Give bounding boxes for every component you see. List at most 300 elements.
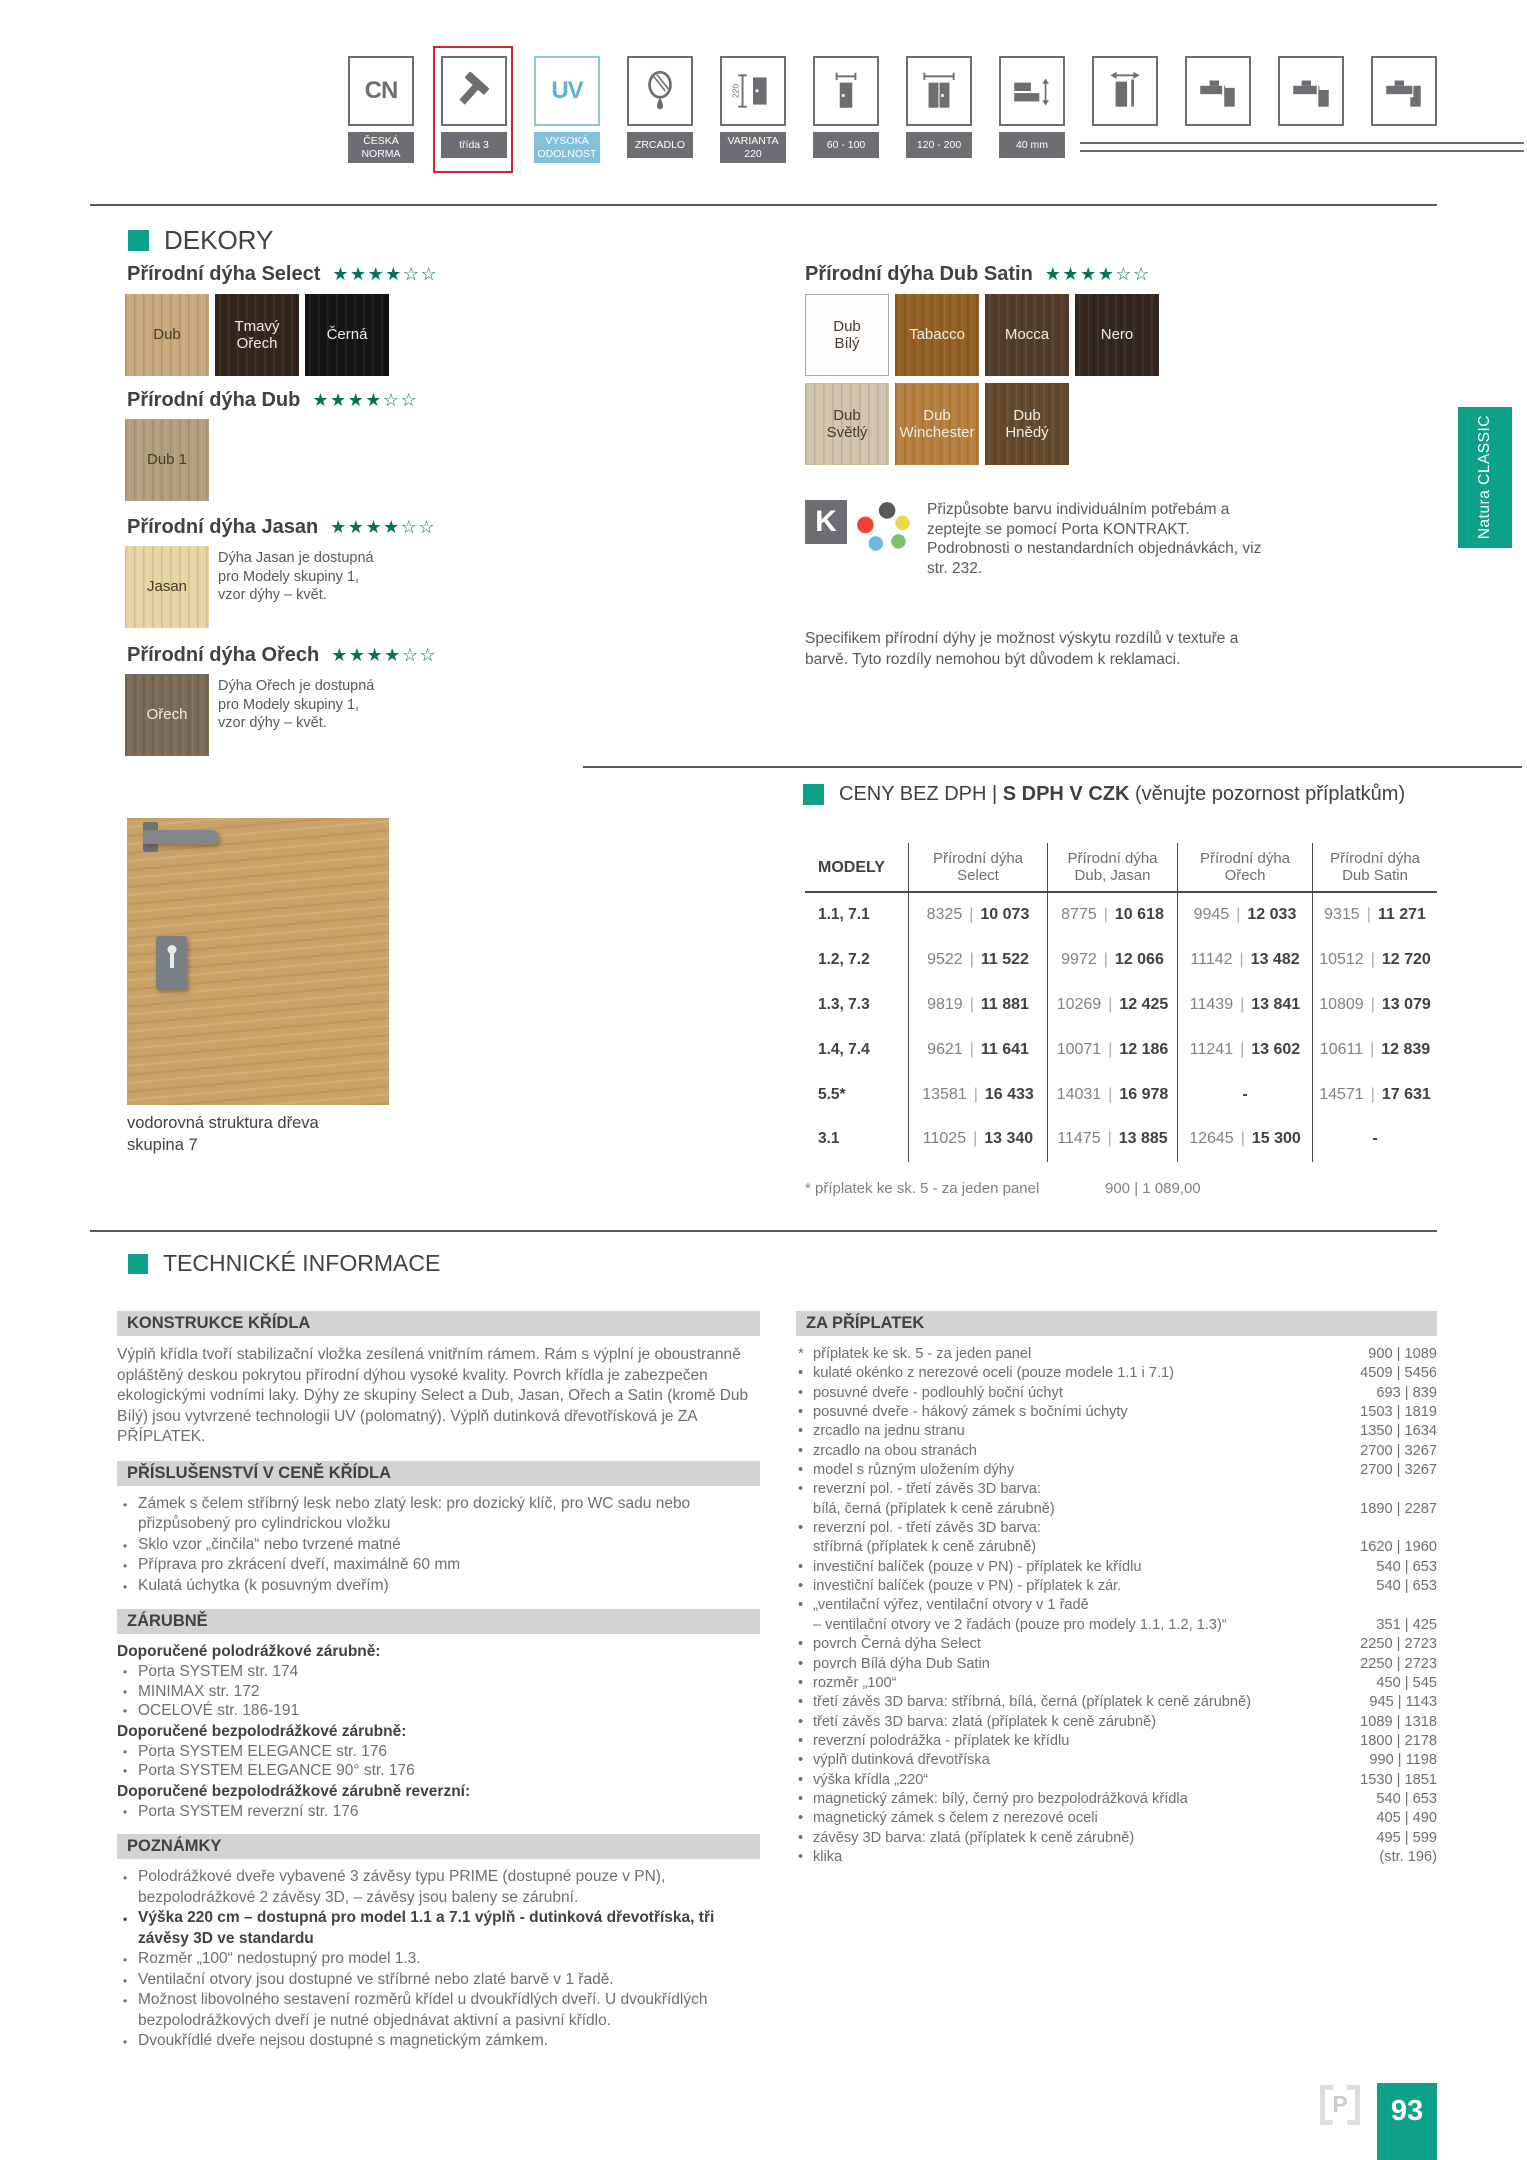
group-title-text: Přírodní dýha Dub Satin xyxy=(805,263,1033,285)
swatch-label: Tabacco xyxy=(909,326,965,344)
tech-title: TECHNICKÉ INFORMACE xyxy=(163,1250,441,1276)
surcharge-list xyxy=(796,1345,1437,1867)
swatch-nero xyxy=(1075,294,1159,376)
group-orech-title xyxy=(127,644,437,667)
zarubne-bar: ZÁRUBNĚ xyxy=(117,1609,760,1634)
net-price: 11025 xyxy=(922,1130,967,1148)
list-item: • Kulatá úchytka (k posuvným dveřím) xyxy=(117,1576,760,1597)
net-price: 10269 xyxy=(1056,995,1102,1013)
model-cell: 1.3, 7.3 xyxy=(818,995,870,1013)
series-tab-natura-classic xyxy=(1458,407,1512,548)
surcharge-label: bílá, černá (příplatek k ceně zárubně) xyxy=(813,1500,1055,1517)
surcharge-price: 1530 | 1851 xyxy=(1360,1771,1437,1788)
price-sep: | xyxy=(969,951,974,969)
swatch-label: Dub xyxy=(153,326,181,344)
surcharge-row xyxy=(796,1519,1437,1538)
uv-box xyxy=(534,56,600,126)
badge-label: 60 - 100 xyxy=(813,132,879,158)
swatch-label: Dub Světlý xyxy=(826,406,868,441)
select-swatches xyxy=(125,294,389,376)
gross-price: 10 618 xyxy=(1114,906,1164,924)
price-sep: | xyxy=(1240,1130,1245,1148)
prices-title-b: S DPH V CZK xyxy=(1002,783,1130,805)
surcharge-row xyxy=(796,1558,1437,1577)
list-item: • Sklo vzor „činčila“ nebo tvrzené matné xyxy=(117,1535,760,1556)
gross-price: 13 482 xyxy=(1250,951,1300,969)
price-cell xyxy=(1047,893,1177,938)
net-price: 9819 xyxy=(927,995,963,1013)
swatch-dub1 xyxy=(125,419,209,501)
surcharge-price: 900 | 1089 xyxy=(1368,1346,1437,1362)
bullet: • xyxy=(798,1713,804,1730)
surcharge-price: 540 | 653 xyxy=(1376,1578,1437,1595)
price-cell xyxy=(1312,893,1437,938)
price-sep: | xyxy=(969,906,974,924)
net-price: 9945 xyxy=(1193,906,1230,924)
net-price: 9621 xyxy=(927,1040,963,1058)
gross-price: 15 300 xyxy=(1251,1130,1301,1148)
surcharge-price: 945 | 1143 xyxy=(1369,1694,1437,1711)
prices-heading xyxy=(803,783,1405,806)
badge-40mm xyxy=(999,56,1065,163)
profile2-box xyxy=(1278,56,1344,126)
surcharge-price: (str. 196) xyxy=(1379,1848,1437,1865)
frame-profile-icon xyxy=(1195,68,1241,114)
surcharge-row xyxy=(796,1674,1437,1693)
surcharge-price: 2700 | 3267 xyxy=(1360,1442,1437,1459)
gross-price: 12 425 xyxy=(1119,995,1169,1013)
badge-label: VYSOKÁ ODOLNOST xyxy=(534,132,600,163)
price-cell xyxy=(1047,938,1177,983)
orech-swatches xyxy=(125,674,209,756)
frame-profile-icon xyxy=(1381,68,1427,114)
col-line1: Přírodní dýha xyxy=(932,850,1024,867)
price-sep: | xyxy=(973,1130,978,1148)
jasan-note: Dýha Jasan je dostupná pro Modely skupiny 1, vzor dýhy – květ. xyxy=(218,550,374,603)
surcharge-row xyxy=(796,1616,1437,1635)
surcharge-label: – ventilační otvory ve 2 řadách (pouze pro modely 1.1, 1.2, 1.3)“ xyxy=(813,1616,1227,1633)
tech-divider xyxy=(90,1230,1437,1232)
surcharge-label: třetí závěs 3D barva: stříbrná, bílá, černá (příplatek k ceně zárubně) xyxy=(813,1694,1252,1711)
surcharge-label: klika xyxy=(813,1848,843,1865)
gross-price: 17 631 xyxy=(1381,1085,1431,1103)
net-price: 12645 xyxy=(1189,1130,1234,1148)
dub-swatches xyxy=(125,419,209,501)
section-square-icon xyxy=(128,1254,148,1274)
surcharge-price: 495 | 599 xyxy=(1376,1829,1437,1846)
mirror-box xyxy=(627,56,693,126)
gross-price: 12 033 xyxy=(1247,906,1297,924)
kontrakt-block xyxy=(805,500,1272,578)
net-price: 9972 xyxy=(1061,951,1097,969)
surcharge-price: 450 | 545 xyxy=(1376,1674,1437,1691)
surcharge-label: investiční balíček (pouze v PN) - příplatek k zár. xyxy=(813,1578,1122,1595)
surcharge-label: výška křídla „220“ xyxy=(813,1771,929,1788)
group-jasan-title xyxy=(127,516,436,539)
surcharge-row xyxy=(796,1577,1437,1596)
tech-heading xyxy=(128,1250,440,1277)
price-cell xyxy=(1177,1027,1312,1072)
swatch-dub-hnedy xyxy=(985,383,1069,465)
badge-width-120-200 xyxy=(906,56,972,163)
surcharge-row xyxy=(796,1480,1437,1499)
price-sep: | xyxy=(1108,995,1113,1013)
bullet: • xyxy=(798,1442,804,1459)
gross-price: 16 978 xyxy=(1119,1085,1169,1103)
surcharge-row xyxy=(796,1655,1437,1674)
surcharge-price: 1620 | 1960 xyxy=(1360,1539,1437,1556)
surcharge-row xyxy=(796,1364,1437,1383)
door-handle-icon xyxy=(143,830,219,844)
width120-box xyxy=(906,56,972,126)
bullet: • xyxy=(798,1578,804,1595)
col-line2: Select xyxy=(957,867,999,884)
badge-variant220 xyxy=(720,56,786,163)
price-sep: | xyxy=(1370,951,1375,969)
surcharge-row xyxy=(796,1635,1437,1654)
hammer-box xyxy=(441,56,507,126)
net-price: 14571 xyxy=(1319,1085,1364,1103)
bullet: • xyxy=(798,1790,804,1807)
width60-box xyxy=(813,56,879,126)
swatch-label: Dub Bílý xyxy=(833,317,861,352)
model-cell: 1.4, 7.4 xyxy=(818,1040,870,1058)
veneer-disclaimer: Specifikem přírodní dýhy je možnost výskytu rozdílů v textuře a barvě. Tyto rozdíly nemohou být důvodem k reklamaci. xyxy=(805,630,1239,668)
series-tab-label: Natura CLASSIC xyxy=(1476,415,1493,540)
surcharge-row xyxy=(796,1829,1437,1848)
surcharge-price: 405 | 490 xyxy=(1376,1810,1437,1827)
porta-brand-icon xyxy=(1320,2085,1360,2125)
group-title-text: Přírodní dýha Ořech xyxy=(127,644,320,666)
model-cell: 3.1 xyxy=(818,1130,840,1148)
gross-price: 10 073 xyxy=(980,906,1030,924)
gross-price: 11 522 xyxy=(980,951,1029,969)
prices-title-a: CENY BEZ DPH | xyxy=(839,783,1003,805)
price-sep: | xyxy=(1240,1040,1245,1058)
surcharge-row xyxy=(796,1384,1437,1403)
badge-label: ČESKÁ NORMA xyxy=(348,132,414,163)
price-cell xyxy=(1312,1027,1437,1072)
profile1-box xyxy=(1185,56,1251,126)
surcharge-price: 351 | 425 xyxy=(1376,1616,1437,1633)
poznamky-list xyxy=(117,1867,760,2052)
surcharge-label: investiční balíček (pouze v PN) - příplatek ke křídlu xyxy=(813,1558,1142,1575)
price-cell xyxy=(1047,1072,1177,1117)
net-price: 11475 xyxy=(1057,1130,1101,1148)
sliding-box xyxy=(1092,56,1158,126)
cn-norm-icon: CN xyxy=(364,77,398,104)
swatch-tmavy-orech xyxy=(215,294,299,376)
surcharge-row xyxy=(796,1848,1437,1867)
swatch-dub-bily xyxy=(805,294,889,376)
price-cell xyxy=(1177,893,1312,938)
price-sep: | xyxy=(1107,1130,1112,1148)
col-line2: Ořech xyxy=(1224,867,1266,884)
brand-letter: P xyxy=(1332,2090,1348,2117)
list-item: • MINIMAX str. 172 xyxy=(117,1682,760,1702)
surcharge-label: výplň dutinková dřevotříska xyxy=(813,1752,990,1769)
net-price: 11439 xyxy=(1189,995,1234,1013)
col-header-select xyxy=(908,843,1047,893)
price-sep: | xyxy=(1366,906,1371,924)
surcharge-price: 693 | 839 xyxy=(1376,1384,1437,1401)
gross-price: 13 602 xyxy=(1251,1040,1301,1058)
price-cell xyxy=(1047,1117,1177,1162)
gross-price: 13 079 xyxy=(1381,995,1431,1013)
bracket-right xyxy=(1347,2085,1360,2125)
table-footnote xyxy=(805,1180,1437,1197)
net-price: 10512 xyxy=(1319,951,1364,969)
price-cell xyxy=(1047,1027,1177,1072)
group-title-text: Přírodní dýha Dub xyxy=(127,389,301,411)
swatch-mocca xyxy=(985,294,1069,376)
priplatek-bar: ZA PŘÍPLATEK xyxy=(796,1311,1437,1336)
surcharge-row xyxy=(796,1500,1437,1519)
badge-label: 120 - 200 xyxy=(906,132,972,158)
badge-row xyxy=(348,56,1437,163)
surcharge-price: 2250 | 2723 xyxy=(1360,1636,1437,1653)
price-cell xyxy=(908,893,1047,938)
swatch-tabacco xyxy=(895,294,979,376)
net-price: 10611 xyxy=(1319,1040,1364,1058)
prices-divider xyxy=(583,766,1522,768)
cn-box xyxy=(348,56,414,126)
sliding-door-icon xyxy=(1102,68,1148,114)
list-item: • Možnost libovolného sestavení rozměrů křídel u dvoukřídlých dveří. U dvoukřídlých bezpolodrážkových dveří je nutné objednávat aktivní a pasivní křídlo. xyxy=(117,1990,760,2031)
top-divider xyxy=(90,204,1437,206)
surcharge-label: magnetický zámek s čelem z nerezové oceli xyxy=(813,1810,1098,1827)
swatch-label: Nero xyxy=(1100,326,1134,344)
surcharge-row xyxy=(796,1790,1437,1809)
swatch-label: Dub Hnědý xyxy=(1005,406,1049,441)
bullet: • xyxy=(798,1558,804,1575)
kontrakt-text: Přizpůsobte barvu individuálním potřebám a zeptejte se pomocí Porta KONTRAKT. Podrobnosti o nestandardních objednávkách, viz str. 232. xyxy=(927,501,1262,577)
surcharge-label: závěsy 3D barva: zlatá (příplatek k ceně zárubně) xyxy=(813,1829,1135,1846)
list-subhead: Doporučené polodrážkové zárubně: xyxy=(117,1643,381,1660)
swatch-dub xyxy=(125,294,209,376)
net-price: 13581 xyxy=(922,1085,967,1103)
zarubne-list xyxy=(117,1642,760,1821)
star-rating: ★★★★☆☆ xyxy=(330,517,436,537)
badge-sliding xyxy=(1092,56,1158,163)
surcharge-row xyxy=(796,1442,1437,1461)
price-sep: | xyxy=(1239,951,1244,969)
surcharge-row xyxy=(796,1751,1437,1770)
net-price: 10071 xyxy=(1056,1040,1102,1058)
prislusenstvi-list xyxy=(117,1494,760,1597)
price-cell xyxy=(1312,983,1437,1028)
prices-title xyxy=(839,783,1405,806)
surcharge-row xyxy=(796,1809,1437,1828)
badge-class3 xyxy=(441,56,507,163)
surcharge-price: 540 | 653 xyxy=(1376,1558,1437,1575)
swatch-label: Dub Winchester xyxy=(899,406,975,441)
keyhole-slot xyxy=(170,952,174,968)
group-title-text: Přírodní dýha Select xyxy=(127,263,321,285)
double-door-width-icon xyxy=(916,68,962,114)
dekory-heading xyxy=(128,225,273,256)
surcharge-label: „ventilační výřez, ventilační otvory v 1 řadě xyxy=(813,1597,1089,1614)
price-cell xyxy=(908,938,1047,983)
badge-width-60-100 xyxy=(813,56,879,163)
badge-uv xyxy=(534,56,600,163)
price-table xyxy=(805,843,1437,1162)
surcharge-label: třetí závěs 3D barva: zlatá (příplatek k ceně zárubně) xyxy=(813,1713,1157,1730)
surcharge-label: stříbrná (příplatek k ceně zárubně) xyxy=(813,1539,1037,1556)
badge-label: ZRCADLO xyxy=(627,132,693,158)
surcharge-row xyxy=(796,1422,1437,1441)
surcharge-label: magnetický zámek: bílý, černý pro bezpolodrážková křídla xyxy=(813,1790,1188,1807)
footnote-price: 900 | 1 089,00 xyxy=(1105,1180,1201,1197)
price-sep: | xyxy=(969,995,974,1013)
surcharge-price: 540 | 653 xyxy=(1376,1790,1437,1807)
surcharge-row xyxy=(796,1693,1437,1712)
swatch-cerna xyxy=(305,294,389,376)
gross-price: 13 885 xyxy=(1118,1130,1168,1148)
gross-price: 12 186 xyxy=(1119,1040,1169,1058)
surcharge-row xyxy=(796,1732,1437,1751)
prices-title-c: (věnujte pozornost příplatkům) xyxy=(1129,783,1406,805)
price-cell xyxy=(908,983,1047,1028)
variant220-box xyxy=(720,56,786,126)
list-item: • Ventilační otvory jsou dostupné ve stříbrné nebo zlaté barvě v 1 řadě. xyxy=(117,1970,760,1991)
net-price: 11142 xyxy=(1190,951,1233,969)
col-header-orech xyxy=(1177,843,1312,893)
list-item: • Porta SYSTEM reverzní str. 176 xyxy=(117,1802,760,1822)
badge-profile-3 xyxy=(1371,56,1437,163)
bullet: • xyxy=(798,1810,804,1827)
net-price: 8325 xyxy=(926,906,963,924)
list-subhead: Doporučené bezpolodrážkové zárubně: xyxy=(117,1722,407,1740)
surcharge-label: povrch Bílá dýha Dub Satin xyxy=(813,1655,990,1672)
swatch-dub-svetly xyxy=(805,383,889,465)
swatch-label: Dub 1 xyxy=(146,451,188,469)
bullet xyxy=(796,1500,813,1519)
list-item: • OCELOVÉ str. 186-191 xyxy=(117,1701,760,1721)
leaf-thickness-icon xyxy=(1009,68,1055,114)
uv-icon: UV xyxy=(551,77,583,104)
col-header-dub-jasan xyxy=(1047,843,1177,893)
price-cell xyxy=(1177,1072,1312,1117)
surcharge-price: 2250 | 2723 xyxy=(1360,1655,1437,1672)
bullet xyxy=(796,1538,813,1557)
bullet xyxy=(796,1616,813,1635)
price-sep: | xyxy=(1108,1040,1113,1058)
col-line2: Dub, Jasan xyxy=(1074,867,1151,884)
surcharge-price: 1089 | 1318 xyxy=(1360,1713,1437,1730)
gross-price: 16 433 xyxy=(984,1085,1034,1103)
kontrakt-logo-icon: K xyxy=(805,500,847,544)
col-header-modely: MODELY xyxy=(805,843,908,893)
list-item: • Porta SYSTEM ELEGANCE str. 176 xyxy=(117,1742,760,1762)
swatch-dub-winchester xyxy=(895,383,979,465)
gross-price: 12 720 xyxy=(1381,951,1431,969)
surcharge-price: 1890 | 2287 xyxy=(1360,1500,1437,1517)
kontrakt-dots-icon xyxy=(853,500,915,556)
list-item: • Dvoukřídlé dveře nejsou dostupné s magnetickým zámkem. xyxy=(117,2031,760,2052)
surcharge-price: 990 | 1198 xyxy=(1369,1752,1437,1769)
badge-label: třída 3 xyxy=(441,132,507,158)
bullet: • xyxy=(798,1481,804,1498)
price-cell xyxy=(1177,938,1312,983)
price-cell xyxy=(1177,1117,1312,1162)
page-number: 93 xyxy=(1390,2095,1424,2127)
star-rating: ★★★★☆☆ xyxy=(1044,264,1151,284)
surcharge-label: reverzní pol. - třetí závěs 3D barva: xyxy=(813,1520,1041,1537)
group-dub-title xyxy=(127,389,418,412)
list-item: • Porta SYSTEM str. 174 xyxy=(117,1662,760,1682)
konstrukce-body: Výplň křídla tvoří stabilizační vložka zesílená vnitřním rámem. Rám s výplní je oboustranně opláštěný deskou pokrytou přírodní dýhou vysoké kvality. Povrch křídla je zabezpečen ekologickými vodními laky. Dýhy ze skupiny Select a Dub, Jasan, Ořech a Satin (kromě Dub Bílý) jsou vytvrzené technologii UV (polomatný). Výplň dutinková dřevotřísková je ZA PŘÍPLATEK. xyxy=(117,1346,749,1445)
price-sep: | xyxy=(1108,1085,1113,1103)
gross-price: - xyxy=(1242,1085,1248,1103)
badge-label: VARIANTA 220 xyxy=(720,132,786,163)
price-sep: | xyxy=(1370,1085,1375,1103)
surcharge-row xyxy=(796,1461,1437,1480)
gross-price: 13 841 xyxy=(1251,995,1301,1013)
profile3-box xyxy=(1371,56,1437,126)
swatch-label: Tmavý Ořech xyxy=(234,317,280,352)
list-item: • Zámek s čelem stříbrný lesk nebo zlatý lesk: pro dozický klíč, pro WC sadu nebo přizpůsobený pro cylindrickou vložku xyxy=(117,1494,760,1535)
net-price: 9522 xyxy=(927,951,963,969)
price-sep: | xyxy=(1103,951,1108,969)
surcharge-label: posuvné dveře - podlouhlý boční úchyt xyxy=(813,1384,1063,1401)
star-rating: ★★★★☆☆ xyxy=(312,390,419,410)
bullet: • xyxy=(798,1636,804,1653)
surcharge-price: 1800 | 2178 xyxy=(1360,1732,1437,1749)
price-cell xyxy=(1312,938,1437,983)
section-square-icon xyxy=(128,230,149,251)
star-rating: ★★★★☆☆ xyxy=(332,264,439,284)
prislusenstvi-bar: PŘÍSLUŠENSTVÍ V CENĚ KŘÍDLA xyxy=(117,1461,760,1486)
model-cell: 1.2, 7.2 xyxy=(818,951,870,969)
bullet: • xyxy=(798,1829,804,1846)
swatch-label: Jasan xyxy=(146,578,188,596)
net-price: 10809 xyxy=(1319,995,1364,1013)
badge-profile-1 xyxy=(1185,56,1251,163)
model-cell: 1.1, 7.1 xyxy=(818,906,870,924)
footnote-text: * příplatek ke sk. 5 - za jeden panel xyxy=(805,1180,1040,1197)
single-door-width-icon xyxy=(823,68,869,114)
surcharge-label: reverzní pol. - třetí závěs 3D barva: xyxy=(813,1481,1041,1498)
bullet: • xyxy=(798,1732,804,1749)
tech-left-column xyxy=(117,1311,760,2065)
surcharge-label: povrch Černá dýha Select xyxy=(813,1636,981,1653)
header-rule-right-a xyxy=(1080,142,1524,144)
list-item: • Výška 220 cm – dostupná pro model 1.1 a 7.1 výplň - dutinková dřevotříska, tři závěsy 3D ve standardu xyxy=(117,1908,760,1949)
col-header-dub-satin xyxy=(1312,843,1437,893)
konstrukce-bar: KONSTRUKCE KŘÍDLA xyxy=(117,1311,760,1336)
bullet: • xyxy=(798,1771,804,1788)
surcharge-label: posuvné dveře - hákový zámek s bočními úchyty xyxy=(813,1404,1128,1421)
badge-label: 40 mm xyxy=(999,132,1065,158)
swatch-label: Ořech xyxy=(146,706,188,724)
frame-profile-icon xyxy=(1288,68,1334,114)
bullet: • xyxy=(798,1365,804,1382)
surcharge-label: kulaté okénko z nerezové oceli (pouze modele 1.1 i 7.1) xyxy=(813,1365,1175,1382)
gross-price: 12 066 xyxy=(1114,951,1164,969)
price-sep: | xyxy=(1103,906,1108,924)
col-line2: Dub Satin xyxy=(1342,867,1408,884)
star-rating: ★★★★☆☆ xyxy=(331,645,438,665)
surcharge-price: 2700 | 3267 xyxy=(1360,1462,1437,1479)
bullet: • xyxy=(798,1655,804,1672)
bullet: • xyxy=(798,1384,804,1401)
list-item: • Příprava pro zkrácení dveří, maximálně 60 mm xyxy=(117,1555,760,1576)
swatch-jasan xyxy=(125,546,209,628)
svg-text:220: 220 xyxy=(730,84,741,98)
orech-note: Dýha Ořech je dostupná pro Modely skupiny 1, vzor dýhy – květ. xyxy=(218,678,375,731)
list-subhead: Doporučené bezpolodrážkové zárubně reverzní: xyxy=(117,1782,471,1800)
